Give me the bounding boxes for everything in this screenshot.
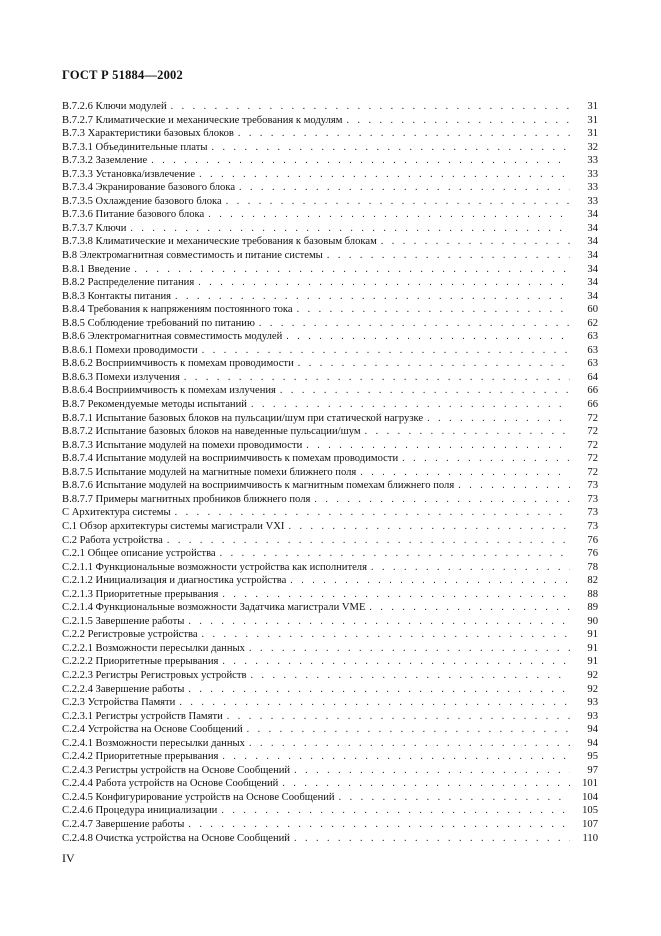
toc-entry [62,181,598,195]
toc-dot-leader [314,493,570,507]
toc-entry [62,710,598,724]
toc-entry-title: C.2.2.4 Завершение работы [62,683,188,697]
toc-dot-leader [381,235,570,249]
toc-dot-leader [297,303,570,317]
toc-entry-title: B.7.3.3 Установка/извлечение [62,168,199,182]
toc-entry [62,330,598,344]
toc-entry [62,588,598,602]
toc-entry-page: 64 [570,371,598,385]
toc-entry [62,696,598,710]
toc-entry [62,344,598,358]
toc-entry-title: B.7.3.8 Климатические и механические требования к базовым блокам [62,235,381,249]
toc-entry-page: 91 [570,642,598,656]
toc-dot-leader [249,642,570,656]
toc-entry-page: 63 [570,344,598,358]
toc-entry [62,249,598,263]
toc-entry-title: C.2.1.4 Функциональные возможности Задатчика магистрали VME [62,601,369,615]
toc-entry-page: 91 [570,628,598,642]
toc-entry-title: B.8.4 Требования к напряжениям постоянного тока [62,303,297,317]
toc-entry [62,317,598,331]
toc-entry [62,290,598,304]
toc-entry-title: B.8 Электромагнитная совместимость и питание системы [62,249,327,263]
toc-entry-title: C.2.1.1 Функциональные возможности устройства как исполнителя [62,561,371,575]
toc-entry-page: 78 [570,561,598,575]
toc-dot-leader [288,520,570,534]
toc-dot-leader [134,263,570,277]
toc-dot-leader [184,371,570,385]
toc-entry-title: B.7.3.4 Экранирование базового блока [62,181,239,195]
toc-entry-title: C.2.4.7 Завершение работы [62,818,188,832]
toc-entry-page: 33 [570,154,598,168]
toc-entry-page: 63 [570,330,598,344]
toc-entry-page: 97 [570,764,598,778]
toc-entry-title: B.8.3 Контакты питания [62,290,175,304]
toc-entry-title: B.8.6.4 Восприимчивость к помехам излучения [62,384,280,398]
table-of-contents [62,100,598,845]
toc-entry-page: 66 [570,384,598,398]
toc-dot-leader [227,710,570,724]
toc-dot-leader [167,534,570,548]
toc-entry-title: B.8.7.6 Испытание модулей на восприимчивость к магнитным помехам ближнего поля [62,479,458,493]
toc-entry-title: C.2.3.1 Регистры устройств Памяти [62,710,227,724]
toc-entry-page: 73 [570,493,598,507]
toc-entry-page: 31 [570,127,598,141]
toc-dot-leader [222,655,570,669]
toc-entry [62,398,598,412]
toc-dot-leader [286,330,570,344]
toc-dot-leader [259,317,570,331]
toc-entry-title: C.2.2 Регистровые устройства [62,628,202,642]
toc-entry-title: B.7.2.6 Ключи модулей [62,100,171,114]
toc-entry [62,141,598,155]
toc-dot-leader [346,114,570,128]
toc-dot-leader [369,601,570,615]
toc-entry [62,804,598,818]
toc-dot-leader [282,777,570,791]
toc-entry-page: 110 [570,832,598,846]
toc-entry-page: 93 [570,696,598,710]
toc-entry [62,100,598,114]
toc-dot-leader [251,669,571,683]
toc-entry [62,547,598,561]
toc-entry-page: 89 [570,601,598,615]
toc-dot-leader [290,574,570,588]
toc-entry-page: 104 [570,791,598,805]
toc-entry-title: B.7.3.5 Охлаждение базового блока [62,195,226,209]
toc-entry-page: 95 [570,750,598,764]
toc-dot-leader [249,737,570,751]
toc-entry-page: 94 [570,737,598,751]
toc-entry [62,276,598,290]
toc-entry [62,208,598,222]
toc-entry [62,791,598,805]
document-header: ГОСТ Р 51884—2002 [62,68,183,82]
toc-dot-leader [222,588,570,602]
toc-entry [62,534,598,548]
toc-entry-title: B.8.7.2 Испытание базовых блоков на наведенные пульсации/шум [62,425,365,439]
page-number: IV [62,851,75,865]
toc-entry [62,832,598,846]
toc-entry-title: B.8.6 Электромагнитная совместимость модулей [62,330,286,344]
toc-entry [62,235,598,249]
toc-entry-page: 76 [570,547,598,561]
toc-entry [62,466,598,480]
toc-entry-title: B.8.5 Соблюдение требований по питанию [62,317,259,331]
toc-dot-leader [179,696,570,710]
toc-entry-title: C.2.1.3 Приоритетные прерывания [62,588,222,602]
toc-dot-leader [371,561,570,575]
toc-entry [62,371,598,385]
toc-entry [62,628,598,642]
toc-entry [62,601,598,615]
toc-entry [62,154,598,168]
toc-entry-title: B.8.7.5 Испытание модулей на магнитные помехи ближнего поля [62,466,360,480]
toc-entry-title: B.8.6.3 Помехи излучения [62,371,184,385]
toc-dot-leader [175,506,570,520]
toc-entry-page: 34 [570,290,598,304]
toc-entry-page: 72 [570,412,598,426]
toc-entry [62,750,598,764]
toc-entry-page: 33 [570,195,598,209]
toc-entry-title: B.7.3.2 Заземление [62,154,151,168]
toc-entry-page: 73 [570,520,598,534]
toc-entry-title: B.8.2 Распределение питания [62,276,198,290]
toc-dot-leader [247,723,570,737]
toc-dot-leader [199,168,570,182]
toc-entry [62,195,598,209]
toc-dot-leader [427,412,570,426]
toc-entry [62,669,598,683]
toc-entry-page: 34 [570,276,598,290]
toc-entry-title: B.8.7.1 Испытание базовых блоков на пульсации/шум при статической нагрузке [62,412,427,426]
toc-dot-leader [239,181,570,195]
toc-entry-title: C Архитектура системы [62,506,175,520]
toc-entry [62,439,598,453]
toc-entry-title: B.8.6.2 Восприимчивость к помехам проводимости [62,357,298,371]
toc-entry [62,452,598,466]
toc-entry [62,655,598,669]
toc-entry [62,127,598,141]
toc-entry-title: B.7.3.6 Питание базового блока [62,208,208,222]
toc-entry [62,506,598,520]
toc-entry-title: C.2.2.2 Приоритетные прерывания [62,655,222,669]
toc-entry-page: 34 [570,235,598,249]
toc-entry-page: 31 [570,114,598,128]
toc-dot-leader [402,452,570,466]
toc-entry [62,384,598,398]
toc-entry-page: 94 [570,723,598,737]
toc-entry-page: 91 [570,655,598,669]
toc-entry-title: B.8.6.1 Помехи проводимости [62,344,202,358]
toc-entry-page: 33 [570,168,598,182]
toc-entry [62,222,598,236]
toc-entry-page: 72 [570,466,598,480]
toc-dot-leader [208,208,570,222]
toc-entry-title: C.2.3 Устройства Памяти [62,696,179,710]
toc-entry-page: 63 [570,357,598,371]
toc-dot-leader [151,154,570,168]
toc-entry-title: B.8.1 Введение [62,263,134,277]
toc-entry-page: 82 [570,574,598,588]
toc-entry [62,168,598,182]
toc-entry [62,561,598,575]
toc-entry-page: 32 [570,141,598,155]
toc-dot-leader [222,750,570,764]
toc-entry [62,777,598,791]
toc-entry-title: C.2.4.5 Конфигурирование устройств на Основе Сообщений [62,791,339,805]
toc-dot-leader [221,804,570,818]
toc-entry-page: 93 [570,710,598,724]
toc-entry-title: B.8.7 Рекомендуемые методы испытаний [62,398,251,412]
toc-entry [62,493,598,507]
toc-entry-title: C.2.4.8 Очистка устройства на Основе Сообщений [62,832,294,846]
toc-dot-leader [175,290,570,304]
toc-entry [62,412,598,426]
toc-entry [62,114,598,128]
toc-dot-leader [211,141,570,155]
toc-entry-title: B.8.7.3 Испытание модулей на помехи проводимости [62,439,306,453]
toc-dot-leader [280,384,570,398]
toc-dot-leader [202,344,570,358]
toc-entry-page: 72 [570,452,598,466]
toc-entry-title: C.1 Обзор архитектуры системы магистрали VXI [62,520,288,534]
toc-dot-leader [306,439,570,453]
toc-entry-title: C.2.4.4 Работа устройств на Основе Сообщений [62,777,282,791]
toc-entry-page: 107 [570,818,598,832]
toc-dot-leader [226,195,570,209]
toc-entry [62,425,598,439]
toc-entry-title: B.7.2.7 Климатические и механические требования к модулям [62,114,346,128]
toc-entry-page: 90 [570,615,598,629]
toc-entry-page: 88 [570,588,598,602]
toc-entry-title: C.2.4 Устройства на Основе Сообщений [62,723,247,737]
toc-entry-page: 105 [570,804,598,818]
toc-entry-title: B.7.3 Характеристики базовых блоков [62,127,238,141]
toc-entry-page: 34 [570,208,598,222]
toc-entry-title: C.2 Работа устройства [62,534,167,548]
toc-entry-title: C.2.4.2 Приоритетные прерывания [62,750,222,764]
toc-dot-leader [458,479,570,493]
toc-entry-page: 72 [570,425,598,439]
toc-entry [62,683,598,697]
toc-entry [62,818,598,832]
toc-entry-page: 60 [570,303,598,317]
toc-entry [62,574,598,588]
toc-entry-title: C.2.1.5 Завершение работы [62,615,188,629]
toc-dot-leader [294,832,570,846]
toc-dot-leader [327,249,570,263]
toc-entry-page: 34 [570,249,598,263]
toc-entry-page: 92 [570,669,598,683]
toc-entry [62,764,598,778]
toc-entry-page: 73 [570,506,598,520]
toc-entry-title: C.2.1.2 Инициализация и диагностика устройства [62,574,290,588]
toc-entry-page: 34 [570,222,598,236]
toc-dot-leader [220,547,570,561]
toc-dot-leader [339,791,570,805]
toc-entry-title: B.7.3.1 Объединительные платы [62,141,211,155]
toc-dot-leader [188,615,570,629]
toc-dot-leader [171,100,570,114]
toc-entry-title: B.8.7.4 Испытание модулей на восприимчивость к помехам проводимости [62,452,402,466]
toc-entry-title: C.2.4.6 Процедура инициализации [62,804,221,818]
toc-entry-page: 72 [570,439,598,453]
toc-dot-leader [360,466,570,480]
toc-dot-leader [188,683,570,697]
toc-entry-title: C.2.2.3 Регистры Регистровых устройств [62,669,251,683]
toc-entry [62,303,598,317]
toc-entry [62,357,598,371]
toc-entry-page: 101 [570,777,598,791]
toc-dot-leader [251,398,570,412]
toc-entry-title: C.2.1 Общее описание устройства [62,547,220,561]
toc-entry-title: B.8.7.7 Примеры магнитных пробников ближнего поля [62,493,314,507]
toc-entry-title: B.7.3.7 Ключи [62,222,130,236]
toc-entry [62,723,598,737]
toc-entry-page: 76 [570,534,598,548]
toc-entry-title: C.2.4.3 Регистры устройств на Основе Сообщений [62,764,294,778]
toc-entry-page: 92 [570,683,598,697]
toc-entry [62,737,598,751]
toc-entry [62,520,598,534]
toc-entry [62,479,598,493]
toc-dot-leader [365,425,570,439]
toc-entry-title: C.2.2.1 Возможности пересылки данных [62,642,249,656]
toc-entry [62,642,598,656]
toc-dot-leader [130,222,570,236]
toc-entry-page: 66 [570,398,598,412]
toc-entry-page: 33 [570,181,598,195]
toc-entry-page: 34 [570,263,598,277]
toc-dot-leader [238,127,570,141]
toc-dot-leader [298,357,570,371]
toc-entry-page: 31 [570,100,598,114]
toc-dot-leader [188,818,570,832]
toc-entry-title: C.2.4.1 Возможности пересылки данных [62,737,249,751]
toc-dot-leader [202,628,570,642]
toc-entry-page: 62 [570,317,598,331]
toc-dot-leader [198,276,570,290]
toc-entry [62,263,598,277]
toc-dot-leader [294,764,570,778]
toc-entry-page: 73 [570,479,598,493]
toc-entry [62,615,598,629]
